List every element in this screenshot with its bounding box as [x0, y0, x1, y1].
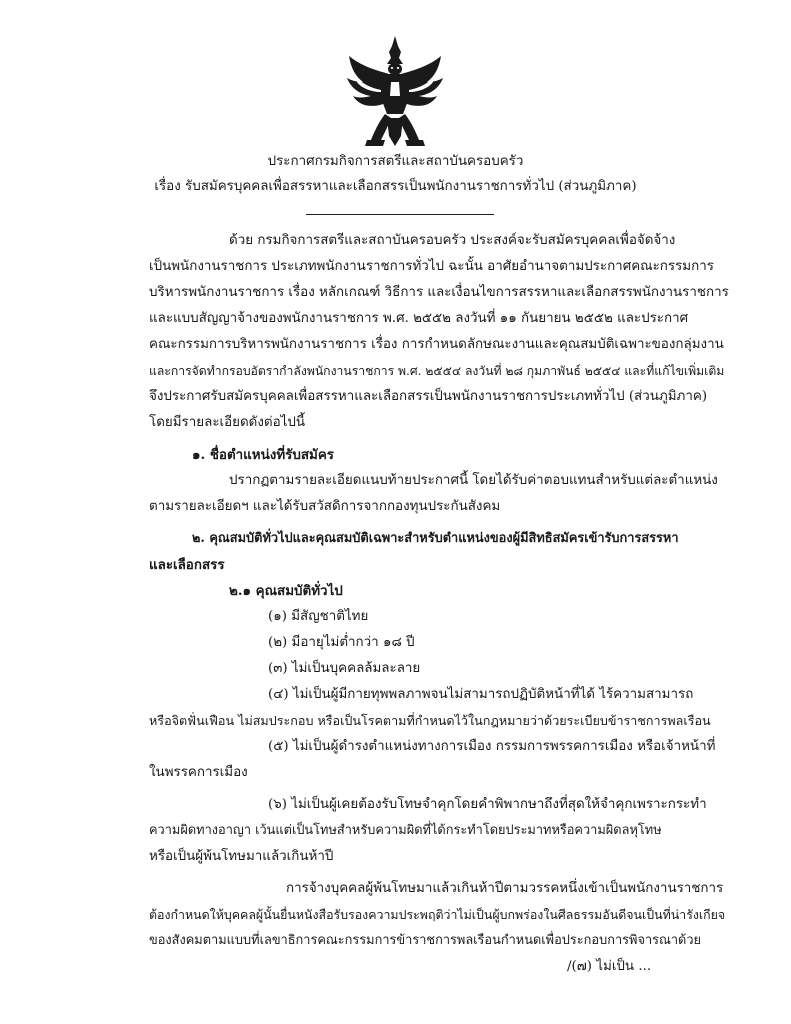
paragraph-line: เป็นพนักงานราชการ ประเภทพนักงานราชการทั่วไป ฉะนั้น อาศัยอำนาจตามประกาศคณะกรรมการ [149, 259, 714, 274]
qualification-item: (๑) มีสัญชาติไทย [268, 609, 369, 624]
paragraph-line: บริหารพนักงานราชการ เรื่อง หลักเกณฑ์ วิธีการ และเงื่อนไขการสรรหาและเลือกสรรพนักงานราชการ [149, 285, 729, 300]
header-divider [306, 214, 494, 215]
qualification-item: หรือเป็นผู้พ้นโทษมาแล้วเกินห้าปี [149, 849, 334, 864]
paragraph-line: จึงประกาศรับสมัครบุคคลเพื่อสรรหาและเลือกสรรเป็นพนักงานราชการประเภททั่วไป (ส่วนภูมิภาค) [149, 389, 708, 404]
section-2-title: ๒. คุณสมบัติทั่วไปและคุณสมบัติเฉพาะสำหรับตำแหน่งของผู้มีสิทธิสมัครเข้ารับการสรรหา [192, 531, 679, 546]
paragraph-line: การจ้างบุคคลผู้พ้นโทษมาแล้วเกินห้าปีตามวรรคหนึ่งเข้าเป็นพนักงานราชการ [286, 881, 724, 896]
qualification-item: ความผิดทางอาญา เว้นแต่เป็นโทษสำหรับความผิดที่ได้กระทำโดยประมาทหรือความผิดลหุโทษ [149, 823, 662, 838]
qualification-item: ในพรรคการเมือง [149, 765, 248, 780]
qualification-item: (๖) ไม่เป็นผู้เคยต้องรับโทษจำคุกโดยคำพิพากษาถึงที่สุดให้จำคุกเพราะกระทำ [268, 797, 707, 812]
paragraph-line: และการจัดทำกรอบอัตรากำลังพนักงานราชการ พ.ศ. ๒๕๕๔ ลงวันที่ ๒๘ กุมภาพันธ์ ๒๕๕๔ และที่แก้ไขเพิ่มเติม [149, 364, 725, 378]
announcement-subject: เรื่อง รับสมัครบุคคลเพื่อสรรหาและเลือกสรรเป็นพนักงานราชการทั่วไป (ส่วนภูมิภาค) [154, 179, 637, 194]
section-1-text: ปรากฏตามรายละเอียดแนบท้ายประกาศนี้ โดยได้รับค่าตอบแทนสำหรับแต่ละตำแหน่ง [229, 473, 718, 488]
qualification-item: (๕) ไม่เป็นผู้ดำรงตำแหน่งทางการเมือง กรรมการพรรคการเมือง หรือเจ้าหน้าที่ [268, 739, 716, 754]
qualification-item: (๒) มีอายุไม่ต่ำกว่า ๑๘ ปี [268, 635, 415, 650]
section-1-title: ๑. ชื่อตำแหน่งที่รับสมัคร [192, 447, 334, 463]
qualification-item: (๔) ไม่เป็นผู้มีกายทุพพลภาพจนไม่สามารถปฏิบัติหน้าที่ได้ ไร้ความสามารถ [268, 687, 694, 702]
section-2-title: และเลือกสรร [149, 557, 225, 573]
paragraph-line: ของสังคมตามแบบที่เลขาธิการคณะกรรมการข้าราชการพลเรือนกำหนดเพื่อประกอบการพิจารณาด้วย [149, 933, 702, 948]
paragraph-line: คณะกรรมการบริหารพนักงานราชการ เรื่อง การกำหนดลักษณะงานและคุณสมบัติเฉพาะของกลุ่มงาน [149, 337, 724, 352]
paragraph-line: ด้วย กรมกิจการสตรีและสถาบันครอบครัว ประสงค์จะรับสมัครบุคคลเพื่อจัดจ้าง [229, 233, 676, 248]
paragraph-line: และแบบสัญญาจ้างของพนักงานราชการ พ.ศ. ๒๕๕๒ ลงวันที่ ๑๑ กันยายน ๒๕๕๒ และประกาศ [149, 311, 689, 326]
paragraph-line: ต้องกำหนดให้บุคคลผู้นั้นยื่นหนังสือรับรองความประพฤติว่าไม่เป็นผู้บกพร่องในศีลธรรมอันดีจนเป็นที่น่ารังเกียจ [149, 907, 726, 922]
continuation-marker: /(๗) ไม่เป็น ... [567, 959, 652, 974]
qualification-item: (๓) ไม่เป็นบุคคลล้มละลาย [268, 661, 421, 676]
paragraph-line: โดยมีรายละเอียดดังต่อไปนี้ [149, 415, 306, 430]
qualification-item: หรือจิตฟั่นเฟือน ไม่สมประกอบ หรือเป็นโรคตามที่กำหนดไว้ในกฎหมายว่าด้วยระเบียบข้าราชการพลเรือน [149, 713, 711, 728]
section-2-1-title: ๒.๑ คุณสมบัติทั่วไป [229, 583, 343, 599]
section-1-text: ตามรายละเอียดฯ และได้รับสวัสดิการจากกองทุนประกันสังคม [149, 499, 501, 514]
announcement-title: ประกาศกรมกิจการสตรีและสถาบันครอบครัว [267, 154, 524, 169]
garuda-emblem-icon [345, 36, 445, 148]
